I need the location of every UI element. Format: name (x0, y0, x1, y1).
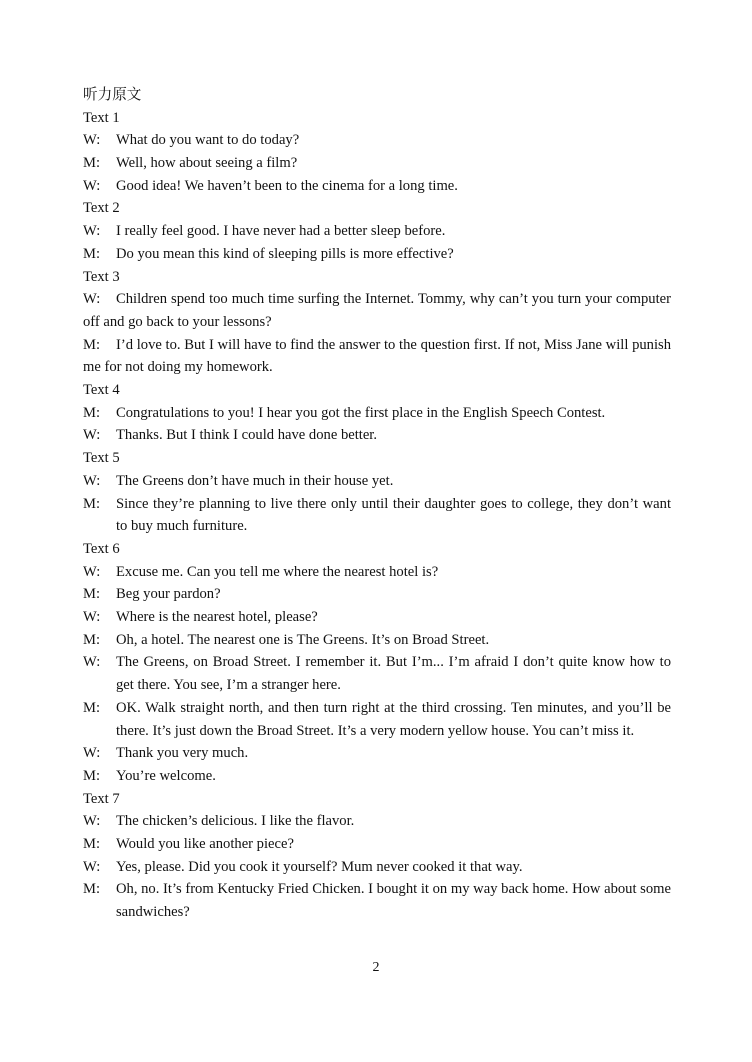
utterance: Would you like another piece? (116, 836, 294, 853)
speaker-label: W: (83, 858, 101, 875)
utterance: The chicken’s delicious. I like the flavor. (116, 813, 355, 830)
utterance: Good idea! We haven’t been to the cinema for a long time. (116, 177, 458, 194)
dialogue-line (83, 288, 671, 333)
dialogue-line (83, 629, 671, 652)
utterance: The Greens don’t have much in their house yet. (116, 472, 394, 489)
text-heading: Text 2 (83, 200, 120, 217)
utterance: Since they’re planning to live there only until their daughter goes to college, they don’t want to buy much furniture. (116, 495, 671, 535)
text-heading: Text 6 (83, 540, 120, 557)
speaker-label: W: (83, 223, 101, 240)
dialogue-line (83, 583, 671, 606)
speaker-label: M: (83, 631, 101, 648)
utterance: OK. Walk straight north, and then turn right at the third crossing. Ten minutes, and you’ll be there. It’s just down the Broad Street. It’s a very modern yellow house. You can’t miss it. (116, 699, 671, 739)
document-page (83, 84, 671, 924)
text-2-section (83, 197, 671, 265)
text-1-section (83, 107, 671, 198)
dialogue-line (83, 152, 671, 175)
speaker-label: M: (83, 336, 101, 353)
text-5-section (83, 447, 671, 538)
utterance: Children spend too much time surfing the Internet. Tommy, why can’t you turn your computer off and go back to your lessons? (83, 291, 671, 330)
speaker-label: M: (83, 881, 101, 898)
utterance: Oh, no. It’s from Kentucky Fried Chicken. I bought it on my way back home. How about some sandwiches? (116, 881, 671, 921)
utterance: Beg your pardon? (116, 586, 221, 603)
speaker-label: M: (83, 404, 101, 421)
speaker-label: W: (83, 813, 101, 830)
dialogue-line (83, 493, 671, 538)
text-heading: Text 1 (83, 109, 120, 126)
dialogue-line (83, 129, 671, 152)
speaker-label: W: (83, 654, 101, 671)
text-3-section (83, 266, 671, 380)
speaker-label: M: (83, 155, 101, 172)
document-title: 听力原文 (83, 87, 142, 103)
dialogue-line (83, 243, 671, 266)
speaker-label: W: (83, 132, 101, 149)
utterance: Do you mean this kind of sleeping pills is more effective? (116, 245, 454, 262)
speaker-label: W: (83, 745, 101, 762)
speaker-label: M: (83, 767, 101, 784)
utterance: Oh, a hotel. The nearest one is The Greens. It’s on Broad Street. (116, 631, 490, 648)
speaker-label: W: (83, 609, 101, 626)
utterance: Where is the nearest hotel, please? (116, 609, 318, 626)
dialogue-line (83, 424, 671, 447)
utterance: Thanks. But I think I could have done better. (116, 427, 378, 444)
dialogue-line (83, 175, 671, 198)
dialogue-line (83, 856, 671, 879)
dialogue-line (83, 334, 671, 379)
speaker-label: M: (83, 699, 101, 716)
dialogue-line (83, 697, 671, 742)
utterance: What do you want to do today? (116, 132, 300, 149)
dialogue-line (83, 561, 671, 584)
page-number: 2 (372, 960, 380, 975)
dialogue-line (83, 742, 671, 765)
utterance: I’d love to. But I will have to find the answer to the question first. If not, Miss Jane will punish me for not doing my homework. (83, 336, 671, 376)
utterance: I really feel good. I have never had a better sleep before. (116, 223, 446, 240)
utterance: Yes, please. Did you cook it yourself? Mum never cooked it that way. (116, 858, 523, 875)
dialogue-line (83, 810, 671, 833)
dialogue-line (83, 878, 671, 923)
text-heading: Text 7 (83, 790, 120, 807)
speaker-label: W: (83, 177, 101, 194)
dialogue-line (83, 402, 671, 425)
dialogue-line (83, 651, 671, 696)
dialogue-line (83, 833, 671, 856)
utterance: Congratulations to you! I hear you got the first place in the English Speech Contest. (116, 404, 606, 421)
speaker-label: M: (83, 586, 101, 603)
speaker-label: M: (83, 836, 101, 853)
text-6-section (83, 538, 671, 788)
utterance: The Greens, on Broad Street. I remember it. But I’m... I’m afraid I don’t quite know how to get there. You see, I’m a stranger here. (116, 654, 671, 694)
speaker-label: M: (83, 495, 101, 512)
utterance: Well, how about seeing a film? (116, 155, 298, 172)
dialogue-line (83, 470, 671, 493)
text-4-section (83, 379, 671, 447)
utterance: Excuse me. Can you tell me where the nearest hotel is? (116, 563, 439, 580)
speaker-label: M: (83, 245, 101, 262)
dialogue-line (83, 606, 671, 629)
utterance: Thank you very much. (116, 745, 249, 762)
dialogue-line (83, 220, 671, 243)
speaker-label: W: (83, 563, 101, 580)
text-heading: Text 3 (83, 268, 120, 285)
speaker-label: W: (83, 427, 101, 444)
utterance: You’re welcome. (116, 767, 216, 784)
speaker-label: W: (83, 291, 101, 308)
text-heading: Text 4 (83, 382, 120, 399)
text-heading: Text 5 (83, 450, 120, 467)
text-7-section (83, 788, 671, 924)
speaker-label: W: (83, 472, 101, 489)
dialogue-line (83, 765, 671, 788)
